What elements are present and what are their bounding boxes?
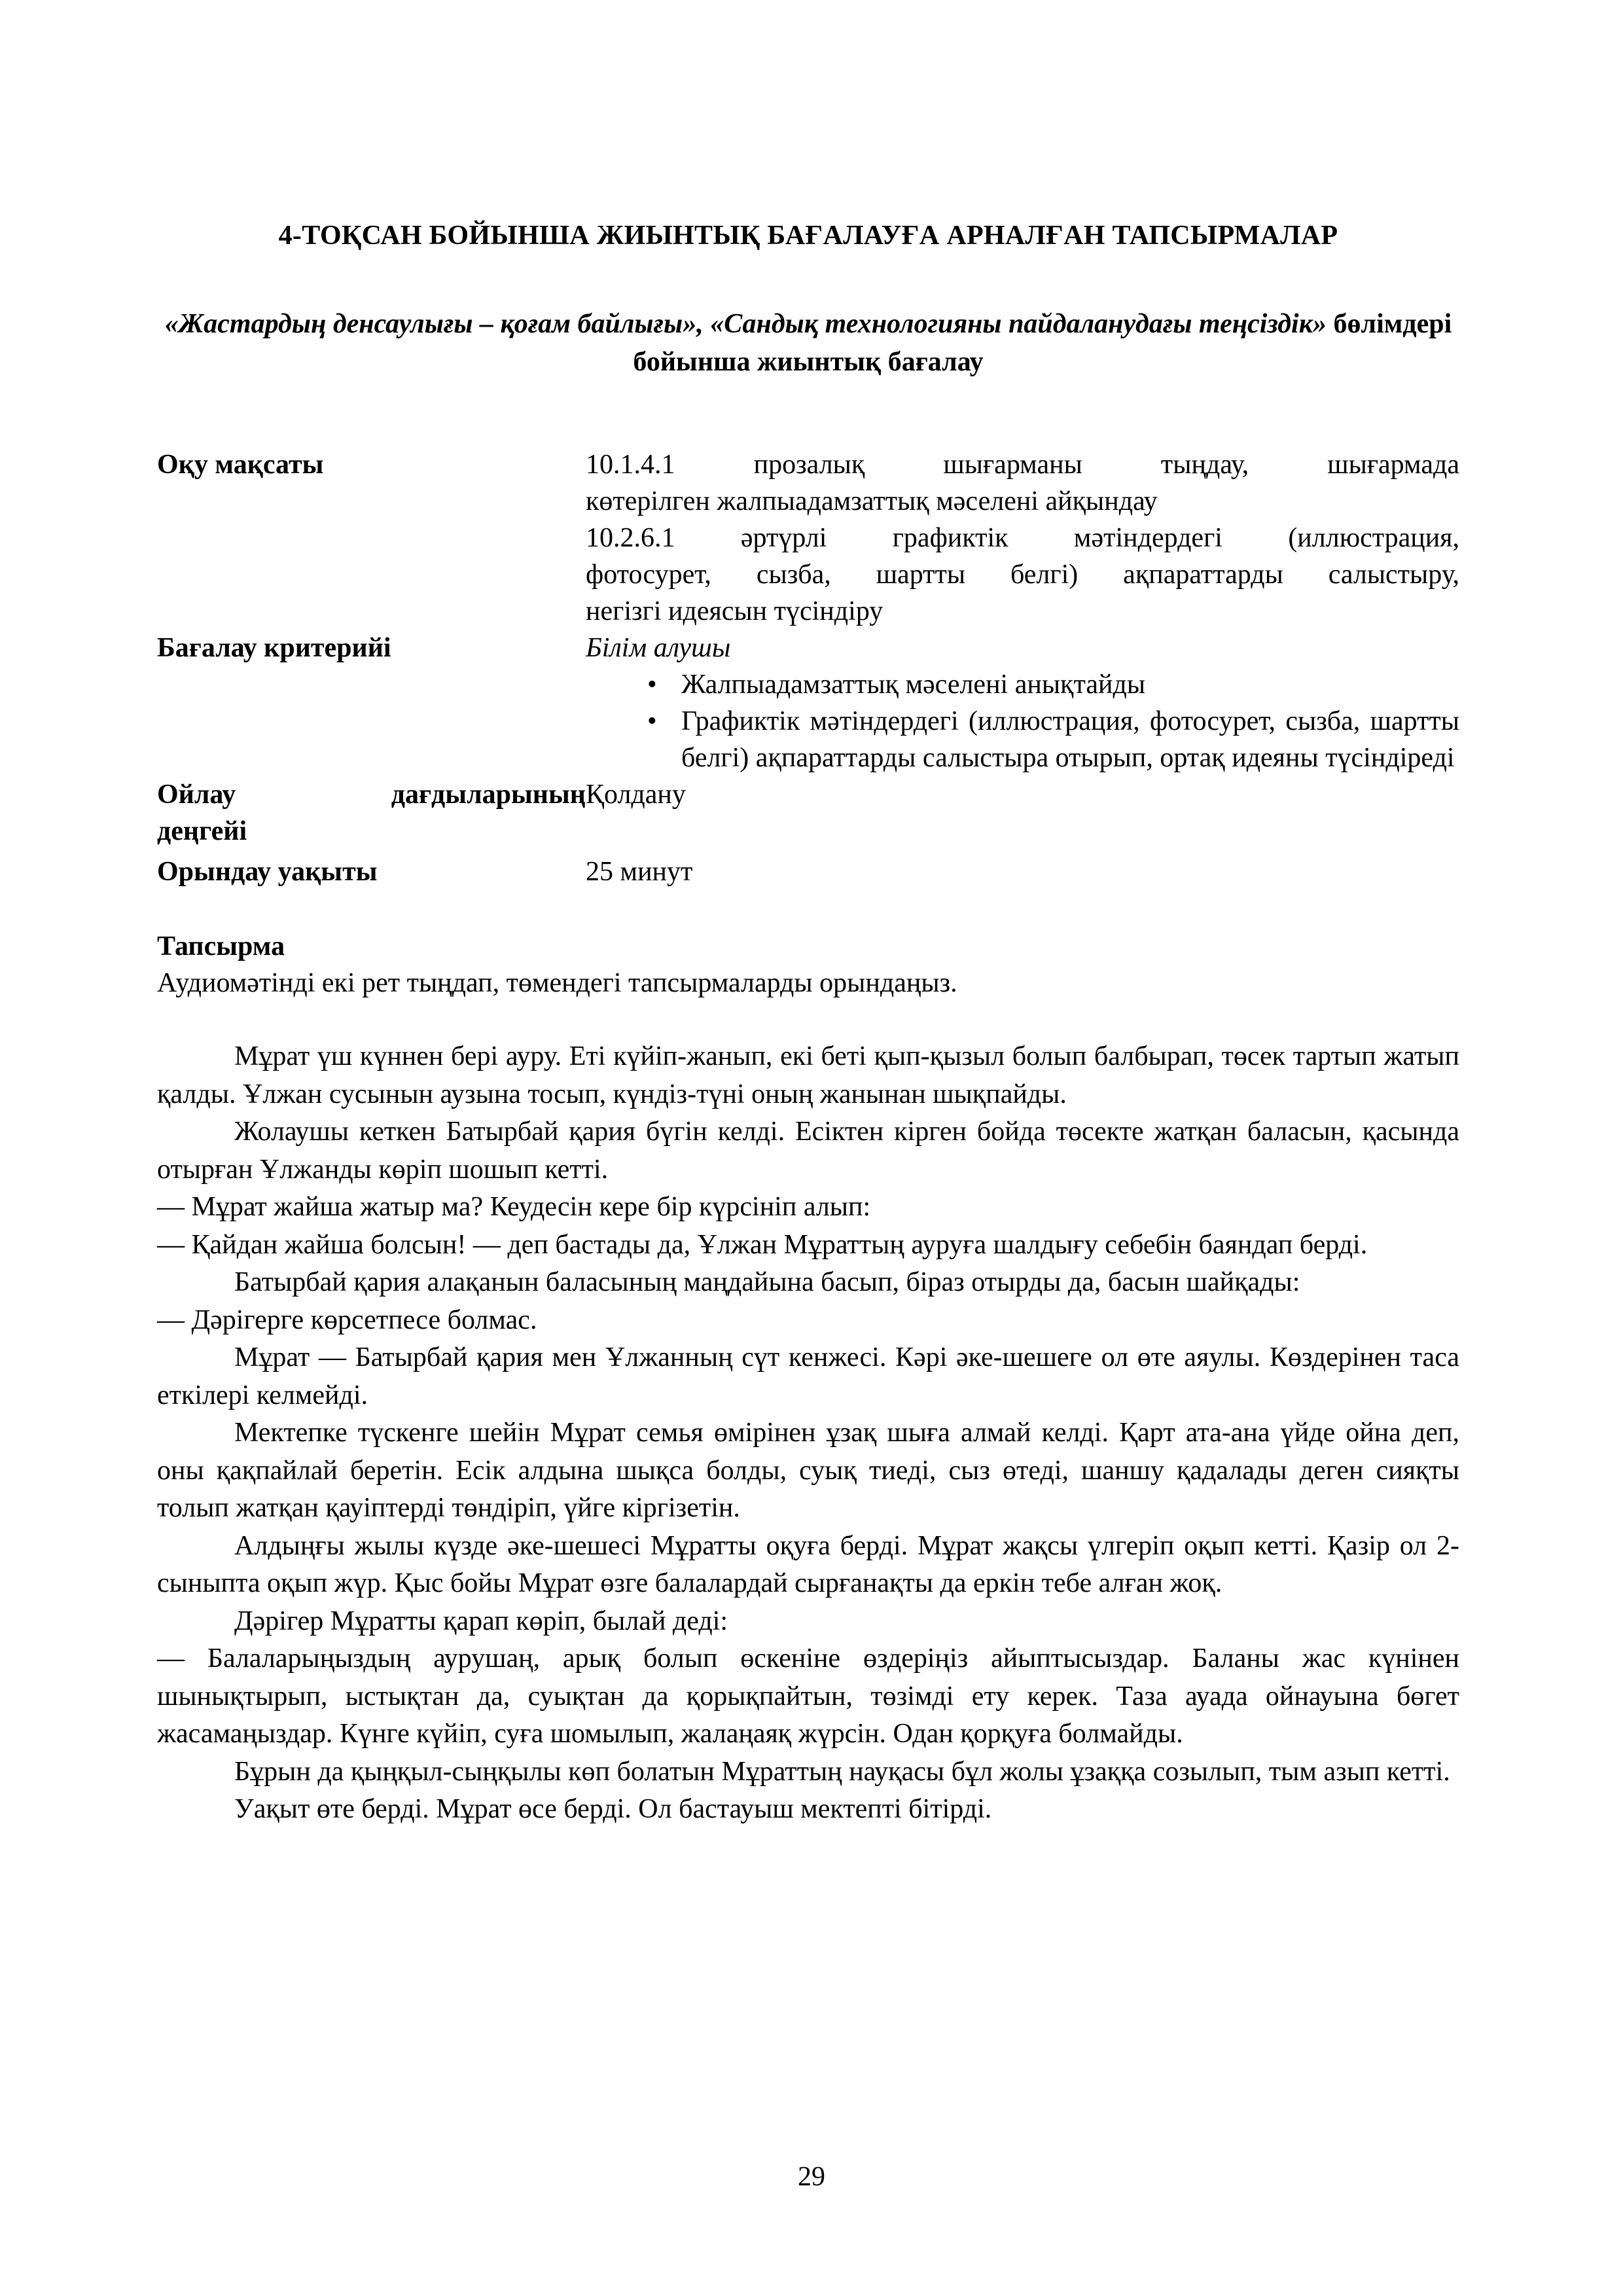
subtitle-sections: «Жастардың денсаулығы – қоғам байлығы», «Сандық технологияны пайдаланудағы теңсіздік»	[164, 309, 1327, 339]
thinking-level-label	[157, 776, 586, 850]
learning-goal-value	[586, 446, 1459, 630]
story-paragraph: Мектепке түскенге шейін Мұрат семья өмірінен ұзақ шыға алмай келді. Қарт ата-ана үйде ойна деп, оны қақпайлай беретін. Есік алдына шықса болды, суық тиеді, сыз өтеді, шаншу қадалады деген сияқты толып жатқан қауіптерді төндіріп, үйге кіргізетін.	[157, 1418, 1459, 1523]
bullet-icon: •	[647, 706, 657, 736]
story-paragraph: Мұрат — Батырбай қария мен Ұлжанның сүт кенжесі. Кәрі әке-шешеге ол өте аяулы. Көздерінен таса еткілері келмейді.	[157, 1342, 1459, 1410]
criteria-list	[586, 666, 1459, 776]
page-title: 4-ТОҚСАН БОЙЫНША ЖИЫНТЫҚ БАҒАЛАУҒА АРНАЛҒАН ТАПСЫРМАЛАР	[278, 221, 1338, 251]
learning-goal-label: Оқу мақсаты	[157, 450, 324, 480]
section-subtitle	[157, 305, 1459, 381]
story-paragraph: — Қайдан жайша болсын! — деп бастады да, Ұлжан Мұраттың ауруға шалдығу себебін баяндап берді.	[157, 1229, 1368, 1260]
story-paragraph: Дәрігер Мұратты қарап көріп, былай деді:	[234, 1605, 728, 1636]
duration-row	[157, 850, 1459, 890]
story-paragraph: Алдыңғы жылы күзде әке-шешесі Мұратты оқуға берді. Мұрат жақсы үлгеріп оқып кетті. Қазір ол 2-сыныпта оқып жүр. Қыс бойы Мұрат өзге балалардай сырғанақты да еркін тебе алған жоқ.	[157, 1530, 1459, 1598]
story-paragraph: Мұрат үш күннен бері ауру. Еті күйіп-жанып, екі беті қып-қызыл болып балбырап, төсек тартып жатып қалды. Ұлжан сусынын аузына тосып, күндіз-түні оның жанынан шықпайды.	[157, 1041, 1459, 1109]
criteria-intro: Білім алушы	[586, 633, 731, 663]
thinking-level-label-part: Ойлау	[157, 780, 236, 810]
subtitle-suffix: бөлімдері бойынша жиынтық бағалау	[633, 309, 1452, 377]
story-paragraph: Батырбай қария алақанын баласының маңдайына басып, біраз отырды да, басын шайқады:	[234, 1267, 1300, 1297]
story-paragraph: — Мұрат жайша жатыр ма? Кеудесін кере бір күрсініп алып:	[157, 1192, 871, 1222]
learning-goal-line: фотосурет, сызба, шартты белгі) ақпараттарды салыстыру,	[586, 560, 1459, 590]
learning-goal-line: 10.1.4.1 прозалық шығарманы тыңдау, шығармада	[586, 450, 1459, 480]
duration-label: Орындау уақыты	[157, 857, 378, 887]
criteria-item-text: Жалпыадамзаттық мәселені анықтайды	[681, 670, 1146, 700]
learning-goal-row	[157, 446, 1459, 630]
task-instruction: Аудиомәтінді екі рет тыңдап, төмендегі тапсырмаларды орындаңыз.	[157, 968, 957, 998]
learning-goal-line: 10.2.6.1 әртүрлі графиктік мәтіндердегі (иллюстрация,	[586, 523, 1459, 553]
thinking-level-row	[157, 776, 1459, 850]
bullet-icon: •	[647, 670, 657, 700]
learning-goal-line: көтерілген жалпыадамзаттық мәселені айқындау	[586, 486, 1158, 516]
thinking-level-value: Қолдану	[586, 780, 686, 810]
document-page	[157, 216, 1459, 1829]
story-paragraph: — Балаларыңыздың аурушаң, арық болып өскеніне өздеріңіз айыптысыздар. Баланы жас күнінен шынықтырып, ыстықтан да, суықтан да қорықпайтын, төзімді ету керек. Таза ауада ойнауына бөгет жасамаңыздар. Күнге күйіп, суға шомылып, жалаңаяқ жүрсін. Одан қорқуға болмайды.	[157, 1643, 1459, 1749]
criteria-item-text: Графиктік мәтіндердегі (иллюстрация, фотосурет, сызба, шартты белгі) ақпараттарды салыстыра отырып, ортақ идеяны түсіндіреді	[681, 706, 1459, 773]
story-paragraph: — Дәрігерге көрсетпесе болмас.	[157, 1304, 537, 1335]
duration-value: 25 минут	[586, 857, 693, 887]
thinking-level-label-part: дағдыларының	[391, 780, 586, 810]
criteria-item	[586, 666, 1459, 703]
criteria-label: Бағалау критерийі	[157, 633, 391, 663]
thinking-level-label-part: деңгейі	[157, 816, 247, 846]
page-number: 29	[798, 2162, 825, 2192]
criteria-item	[586, 703, 1459, 776]
story-paragraph: Жолаушы кеткен Батырбай қария бүгін келді. Есіктен кірген бойда төсекте жатқан баласын, қасында отырған Ұлжанды көріп шошып кетті.	[157, 1117, 1459, 1185]
assessment-info-table	[157, 446, 1459, 890]
story-paragraph: Бұрын да қыңқыл-сыңқылы көп болатын Мұраттың науқасы бұл жолы ұзаққа созылып, тым азып кетті.	[234, 1756, 1450, 1787]
learning-goal-line: негізгі идеясын түсіндіру	[586, 596, 883, 626]
story-paragraph: Уақыт өте берді. Мұрат өсе берді. Ол бастауыш мектепті бітірді.	[234, 1794, 992, 1824]
criteria-value	[586, 630, 1459, 776]
story-text	[157, 1038, 1459, 1829]
criteria-row	[157, 630, 1459, 776]
task-heading: Тапсырма	[157, 931, 285, 961]
